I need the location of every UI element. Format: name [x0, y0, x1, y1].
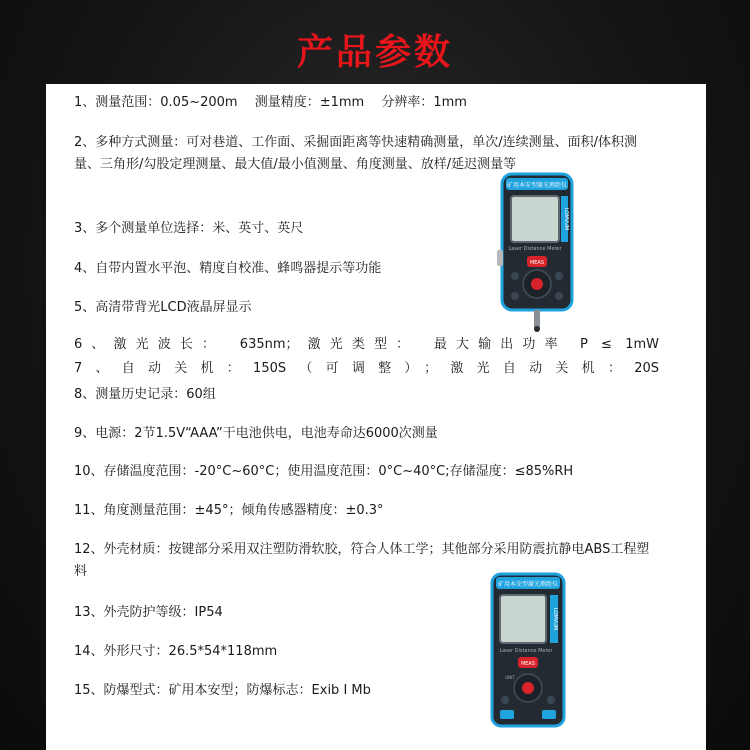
spec-item-3: 3、多个测量单位选择：米、英寸、英尺 [74, 221, 304, 236]
spec-item-13: 13、外壳防护等级：IP54 [74, 605, 223, 620]
spec-item-1: 1、测量范围：0.05~200m 测量精度：±1mm 分辨率：1mm [74, 95, 467, 110]
meas-key-label: MEAS [529, 260, 545, 266]
spec-item-5: 5、高清带背光LCD液晶屏显示 [74, 300, 252, 315]
device-screen-text: Laser Distance Meter [508, 246, 562, 252]
spec-item-6: 6、激光波长： 635nm；激光类型： 最大输出功率 P ≤ 1mW [74, 337, 659, 352]
device-top-label: 矿用本安型激光测距仪 [497, 581, 559, 588]
spec-item-15: 15、防爆型式：矿用本安型；防爆标志：Exib I Mb [74, 683, 371, 698]
meas-key-label: MEAS [520, 661, 536, 667]
spec-item-7: 7、自动关机：150S（可调整）；激光自动关机：20S [74, 361, 659, 376]
page-title: 产品参数 [296, 32, 453, 73]
laser-meter-image-upper [494, 172, 584, 332]
device-screen-text: Laser Distance Meter [499, 648, 553, 654]
spec-item-4: 4、自带内置水平泡、精度自校准、蜂鸣器提示等功能 [74, 261, 382, 276]
unit-key-label: UNIT [505, 675, 515, 680]
spec-item-11: 11、角度测量范围：±45°；倾角传感器精度：±0.3° [74, 503, 384, 518]
spec-panel [46, 84, 706, 750]
device-side-label: LOMVUM [563, 207, 569, 231]
device-top-label: 矿用本安型激光测距仪 [506, 182, 568, 189]
spec-item-9: 9、电源：2节1.5V“AAA”干电池供电，电池寿命达6000次测量 [74, 426, 438, 441]
spec-item-8: 8、测量历史记录：60组 [74, 387, 216, 402]
spec-item-12: 12、外壳材质：按键部分采用双注塑防滑软胶，符合人体工学；其他部分采用防震抗静电ABS工程塑料 [74, 542, 650, 579]
spec-item-14: 14、外形尺寸：26.5*54*118mm [74, 644, 278, 659]
spec-item-2: 2、多种方式测量：可对巷道、工作面、采掘面距离等快速精确测量，单次/连续测量、面积/体积测量、三角形/勾股定理测量、最大值/最小值测量、角度测量、放样/延迟测量等 [74, 135, 638, 172]
spec-item-10: 10、存储温度范围：-20°C~60°C；使用温度范围：0°C~40°C;存储湿度：≤85%RH [74, 464, 574, 479]
device-side-label: LOMVUM [552, 607, 558, 631]
laser-meter-image-lower [488, 570, 568, 730]
